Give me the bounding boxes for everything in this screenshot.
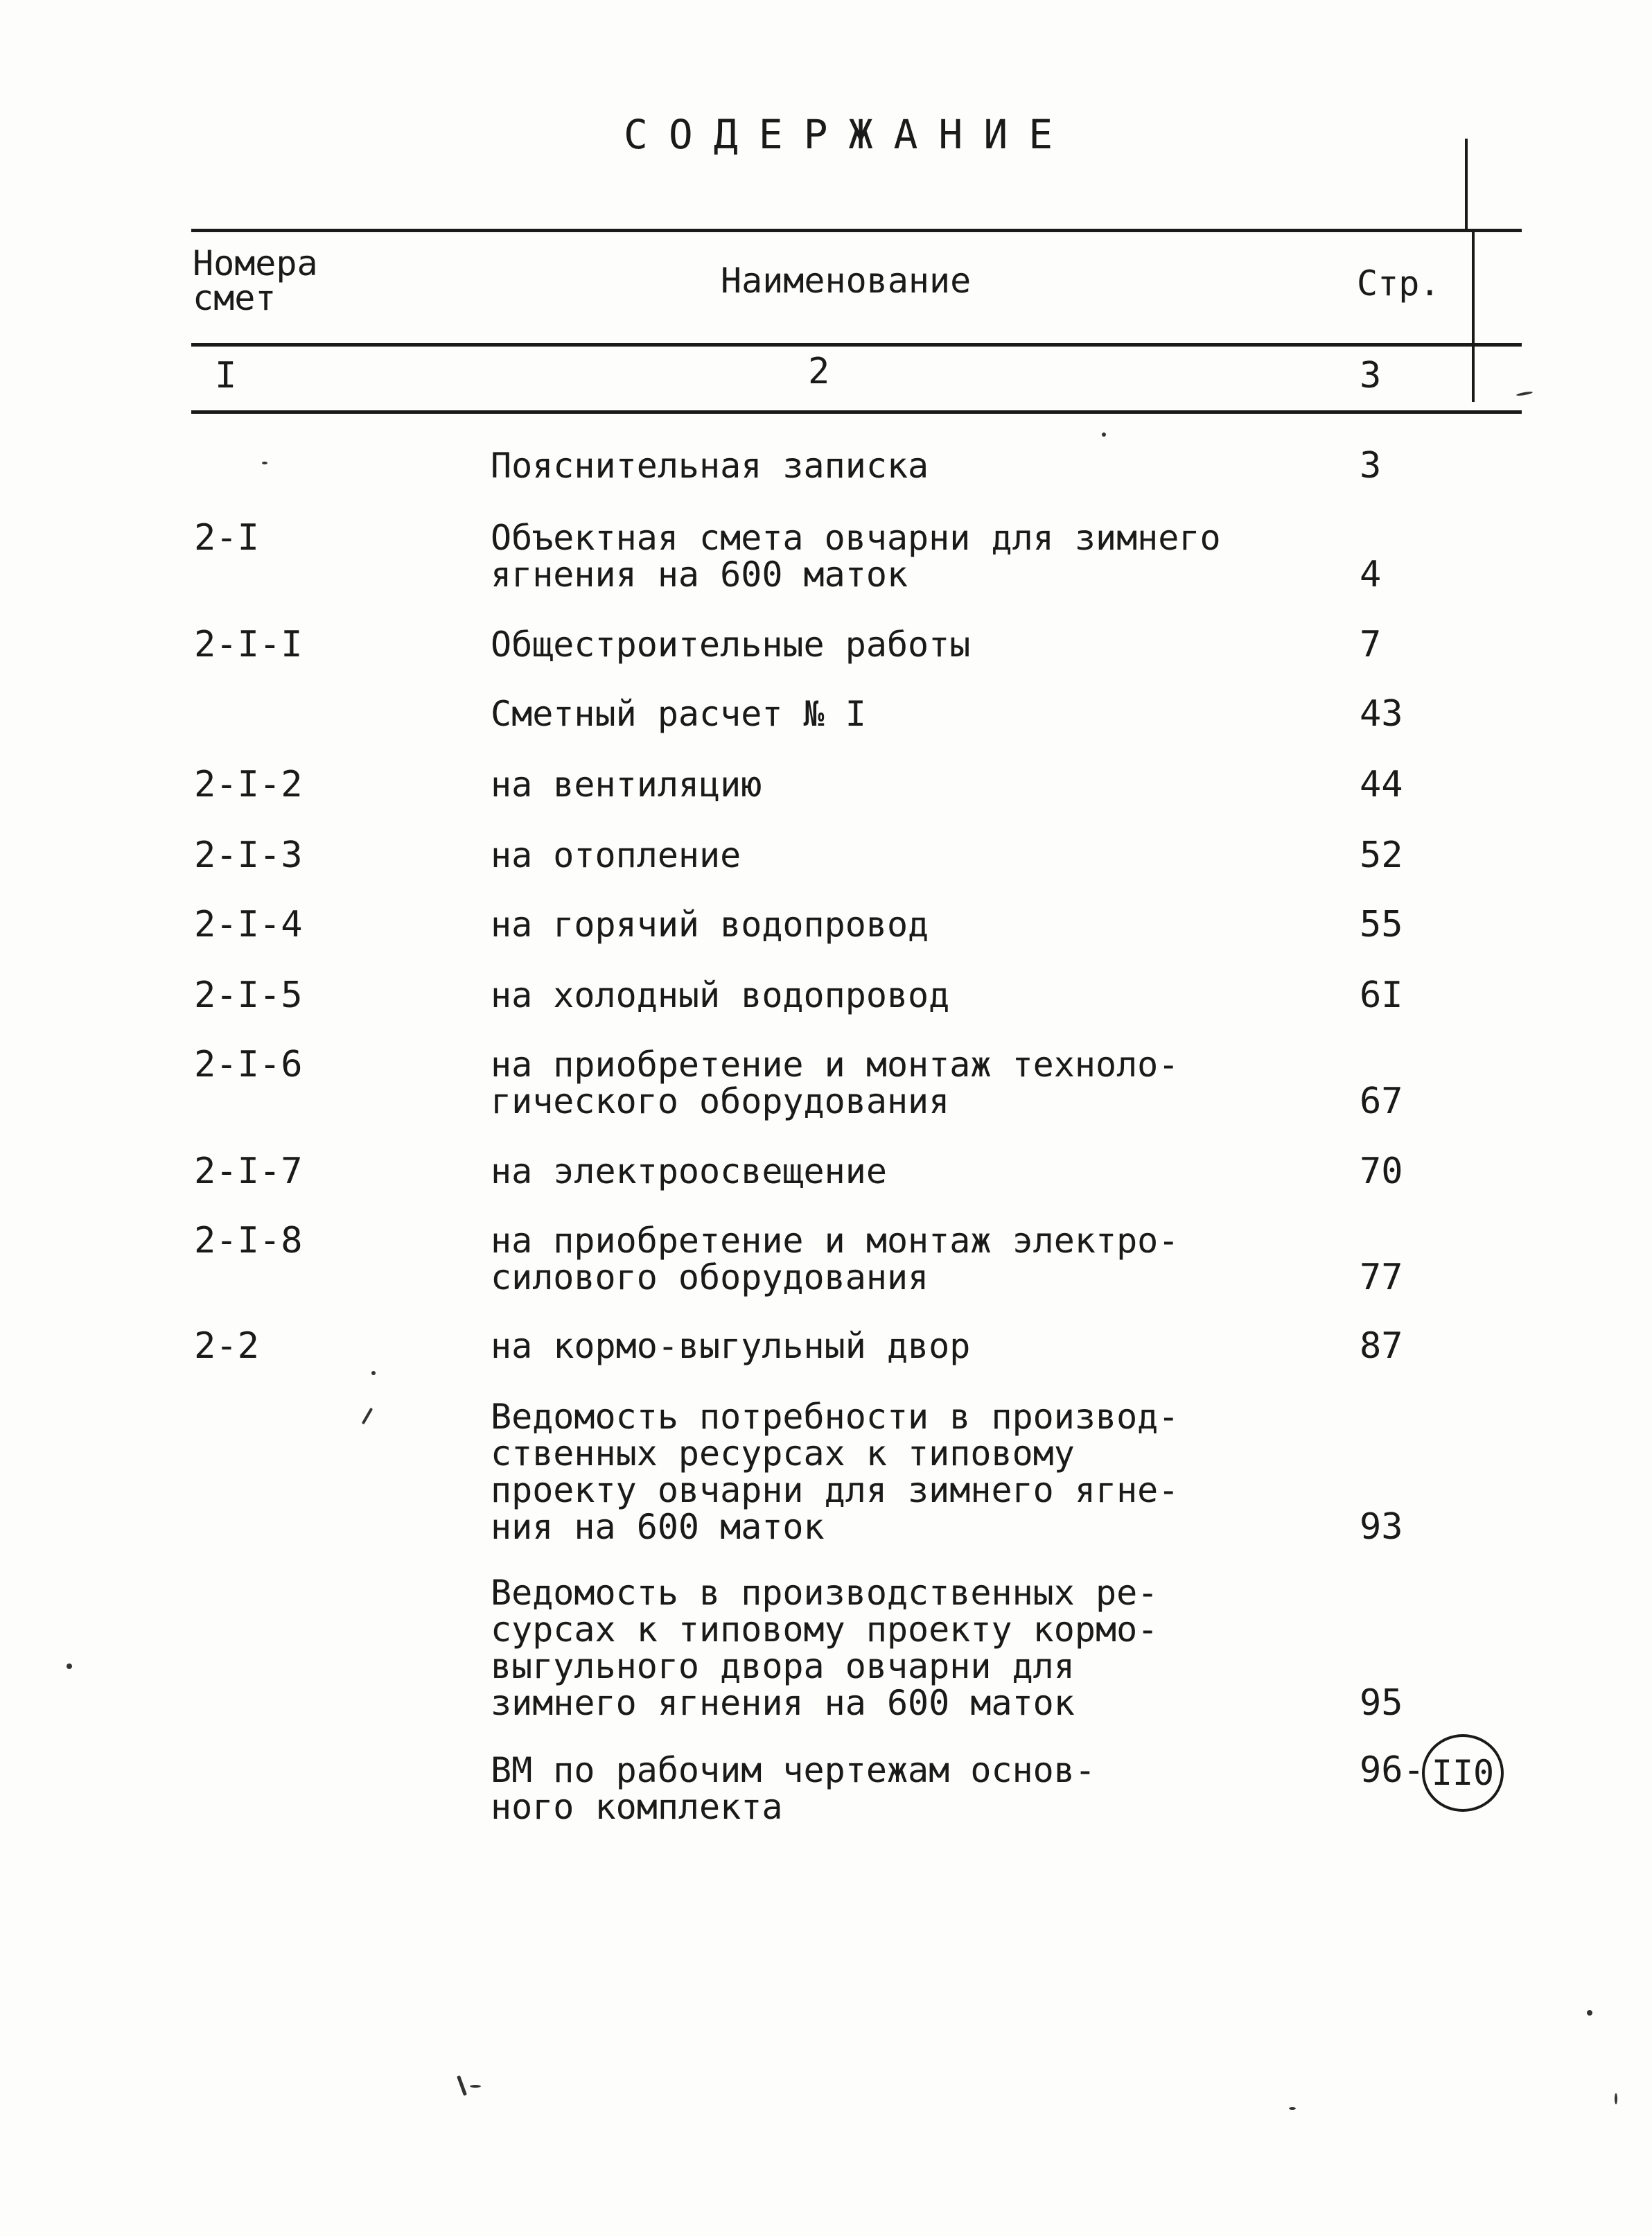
toc-page: 4 bbox=[1360, 554, 1382, 595]
scan-speck bbox=[470, 2085, 481, 2088]
column-number-1: I bbox=[215, 355, 237, 396]
toc-name: ВМ по рабочим чертежам основ- ного комплекта bbox=[491, 1750, 1096, 1827]
toc-name: Пояснительная записка bbox=[491, 446, 929, 486]
toc-page: 95 bbox=[1360, 1682, 1403, 1724]
toc-page: 96- bbox=[1360, 1749, 1425, 1791]
table-header-rule bbox=[191, 343, 1522, 347]
toc-code: 2-I-7 bbox=[194, 1151, 303, 1192]
circled-page-mark: II0 bbox=[1422, 1734, 1504, 1812]
scan-speck bbox=[1516, 391, 1533, 396]
toc-page: 87 bbox=[1360, 1325, 1403, 1367]
toc-page: 67 bbox=[1360, 1081, 1403, 1122]
toc-name: на холодный водопровод bbox=[491, 975, 950, 1015]
right-border-line-top bbox=[1465, 139, 1468, 230]
toc-name: Объектная смета овчарни для зимнего ягнения на 600 маток bbox=[491, 518, 1221, 595]
toc-name: на горячий водопровод bbox=[491, 905, 929, 945]
toc-page: 70 bbox=[1360, 1151, 1403, 1192]
scan-speck bbox=[1615, 2093, 1617, 2104]
toc-page: 52 bbox=[1360, 835, 1403, 876]
header-page: Стр. bbox=[1357, 263, 1441, 304]
toc-code: 2-I-4 bbox=[194, 904, 303, 945]
toc-name: на кормо-выгульный двор bbox=[491, 1326, 971, 1366]
scan-speck bbox=[262, 462, 267, 464]
toc-page: 6I bbox=[1360, 975, 1403, 1016]
toc-page: 3 bbox=[1360, 445, 1382, 487]
scan-speck bbox=[371, 1371, 376, 1375]
toc-name: Ведомость потребности в производ- ственных ресурсах к типовому проекту овчарни для зимнего ягне- ния на 600 маток bbox=[491, 1397, 1179, 1547]
toc-page: 44 bbox=[1360, 764, 1403, 805]
toc-name: на приобретение и монтаж техноло- гического оборудования bbox=[491, 1045, 1179, 1121]
toc-page: 55 bbox=[1360, 904, 1403, 945]
toc-code: 2-I bbox=[194, 517, 259, 559]
toc-page: 93 bbox=[1360, 1506, 1403, 1548]
toc-code: 2-I-2 bbox=[194, 764, 303, 805]
toc-code: 2-I-5 bbox=[194, 975, 303, 1016]
table-numbers-rule bbox=[191, 410, 1522, 414]
toc-code: 2-I-8 bbox=[194, 1220, 303, 1261]
toc-code: 2-I-3 bbox=[194, 835, 303, 876]
right-border-line-header bbox=[1472, 229, 1475, 402]
toc-name: на электроосвещение bbox=[491, 1151, 887, 1191]
toc-page: 43 bbox=[1360, 693, 1403, 735]
column-number-3: 3 bbox=[1360, 355, 1382, 396]
toc-name: Общестроительные работы bbox=[491, 624, 971, 665]
toc-name: на отопление bbox=[491, 835, 741, 875]
scan-speck bbox=[1289, 2107, 1296, 2110]
toc-code: 2-I-I bbox=[194, 624, 303, 665]
scan-speck bbox=[1102, 433, 1106, 437]
document-title: СОДЕРЖАНИЕ bbox=[624, 111, 1074, 158]
toc-code: 2-2 bbox=[194, 1325, 259, 1367]
toc-page: 7 bbox=[1360, 624, 1382, 665]
toc-name: Ведомость в производственных ре- сурсах к типовому проекту кормо- выгульного двора овчарни для зимнего ягнения на 600 маток bbox=[491, 1573, 1159, 1723]
header-estimate-numbers: Номера смет bbox=[193, 243, 318, 318]
toc-page: 77 bbox=[1360, 1257, 1403, 1298]
toc-name: на вентиляцию bbox=[491, 765, 762, 805]
scan-speck bbox=[457, 2075, 467, 2096]
table-top-rule bbox=[191, 229, 1522, 232]
scan-speck bbox=[67, 1663, 72, 1669]
toc-code: 2-I-6 bbox=[194, 1044, 303, 1085]
scan-speck bbox=[1587, 2010, 1592, 2016]
header-name: Наименование bbox=[721, 261, 972, 301]
toc-name: на приобретение и монтаж электро- силового оборудования bbox=[491, 1221, 1179, 1298]
column-number-2: 2 bbox=[808, 351, 830, 392]
scan-speck bbox=[362, 1408, 373, 1425]
toc-name: Сметный расчет № I bbox=[491, 694, 866, 734]
